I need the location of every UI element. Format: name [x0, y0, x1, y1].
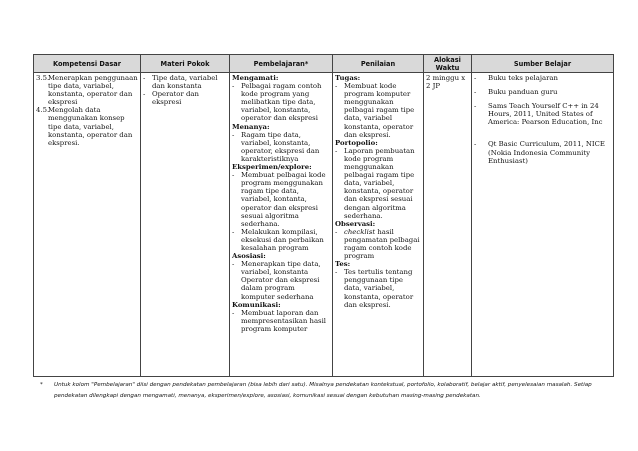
- tugas-heading: Tugas:: [335, 74, 361, 82]
- mengamati-heading: Mengamati:: [232, 74, 279, 82]
- portofolio-heading: Portopolio:: [335, 138, 378, 147]
- list-item: - Tes tertulis tentang penggunaan tipe data, variabel, konstanta, operator dan ekspresi.: [335, 268, 414, 309]
- alokasi-line2: 2 JP: [426, 82, 440, 91]
- eksperimen-heading: Eksperimen/explore:: [232, 163, 312, 172]
- header-pembelajaran: Pembelajaran*: [230, 55, 333, 73]
- cell-sumber: [472, 73, 614, 377]
- cell-materi: [141, 73, 230, 377]
- header-kompetensi: Kompetensi Dasar: [34, 55, 141, 73]
- footnote: [40, 380, 600, 402]
- list-item: - Qt Basic Curriculum, 2011, NICE (Nokia Indonesia Community Enthusiast): [474, 140, 605, 165]
- list-item: 3.5. Menerapkan penggunaan tipe data, variabel, konstanta, operator dan ekspresi: [36, 74, 138, 107]
- list-item: - Menerapkan tipe data, variabel, konstanta Operator dan ekspresi dalam program komputer sederhana: [232, 260, 321, 301]
- syllabus-table: [33, 54, 614, 377]
- list-item: - Tipe data, variabel dan konstanta: [143, 74, 218, 91]
- list-item: - Buku teks pelajaran: [474, 74, 558, 82]
- list-item: - Laporan pembuatan kode program menggunakan pelbagai ragam tipe data, variabel, konstanta, operator dan ekspresi sesuai dengan algoritma sederhana.: [335, 146, 415, 220]
- list-item: - Melakukan kompilasi, eksekusi dan perbaikan kesalahan program: [232, 227, 324, 252]
- list-item: - Sams Teach Yourself C++ in 24 Hours, 2011, United States of America: Pearson Education, Inc: [474, 102, 603, 127]
- list-item: - Ragam tipe data, variabel, konstanta, operator, ekspresi dan karakteristiknya: [232, 130, 320, 163]
- cell-alokasi: [424, 73, 472, 377]
- alokasi-line1: 2 minggu x: [426, 74, 466, 82]
- list-item: - Membuat pelbagai kode program menggunakan ragam tipe data, variabel, kontanta, operator dan ekspresi sesuai algoritma sederhana.: [232, 171, 326, 228]
- cell-kompetensi: [34, 73, 141, 377]
- cell-pembelajaran: [230, 73, 333, 377]
- observasi-heading: Observasi:: [335, 219, 376, 228]
- list-item: - Buku panduan guru: [474, 88, 558, 97]
- header-sumber: Sumber Belajar: [472, 55, 614, 73]
- list-item: - Pelbagai ragam contoh kode program yang melibatkan tipe data, variabel, konstanta, operator dan ekspresi: [232, 82, 322, 123]
- list-item: - Membuat laporan dan mempresentasikan hasil program komputer: [232, 308, 326, 333]
- asosiasi-heading: Asosiasi:: [232, 252, 266, 261]
- tes-heading: Tes:: [335, 260, 351, 269]
- cell-penilaian: [333, 73, 424, 377]
- header-penilaian: Penilaian: [333, 55, 424, 73]
- footnote-text: Untuk kolom "Pembelajaran" diisi dengan pendekatan pembelajaran (bisa lebih dari satu). Misalnya pendekatan kontekstual, portofolio, kolaboratif, belajar aktif, penyelesaian masalah. Setiap pendekatan dilengkapi dengan mengamati, menanya, eksperimen/explore, asosiasi, komunikasi sesuai dengan kebutuhan masing-masing pendekatan.: [54, 382, 592, 399]
- table-row: [34, 73, 614, 377]
- komunikasi-heading: Komunikasi:: [232, 300, 281, 309]
- header-alokasi: Alokasi Waktu: [424, 55, 472, 73]
- list-item: - checklist hasil pengamatan pelbagai ragam contoh kode program: [335, 227, 420, 261]
- list-item: - Operator dan ekspresi: [143, 90, 199, 107]
- header-materi: Materi Pokok: [141, 55, 230, 73]
- list-item: - Membuat kode program komputer menggunakan pelbagai ragam tipe data, variabel konstanta, operator dan ekspresi.: [335, 82, 415, 139]
- menanya-heading: Menanya:: [232, 122, 270, 131]
- list-item: 4.5. Mengolah data menggunakan konsep tipe data, variabel, konstanta, operator dan ekspresi.: [36, 106, 133, 147]
- header-row: [34, 55, 614, 73]
- footnote-asterisk: *: [40, 382, 43, 388]
